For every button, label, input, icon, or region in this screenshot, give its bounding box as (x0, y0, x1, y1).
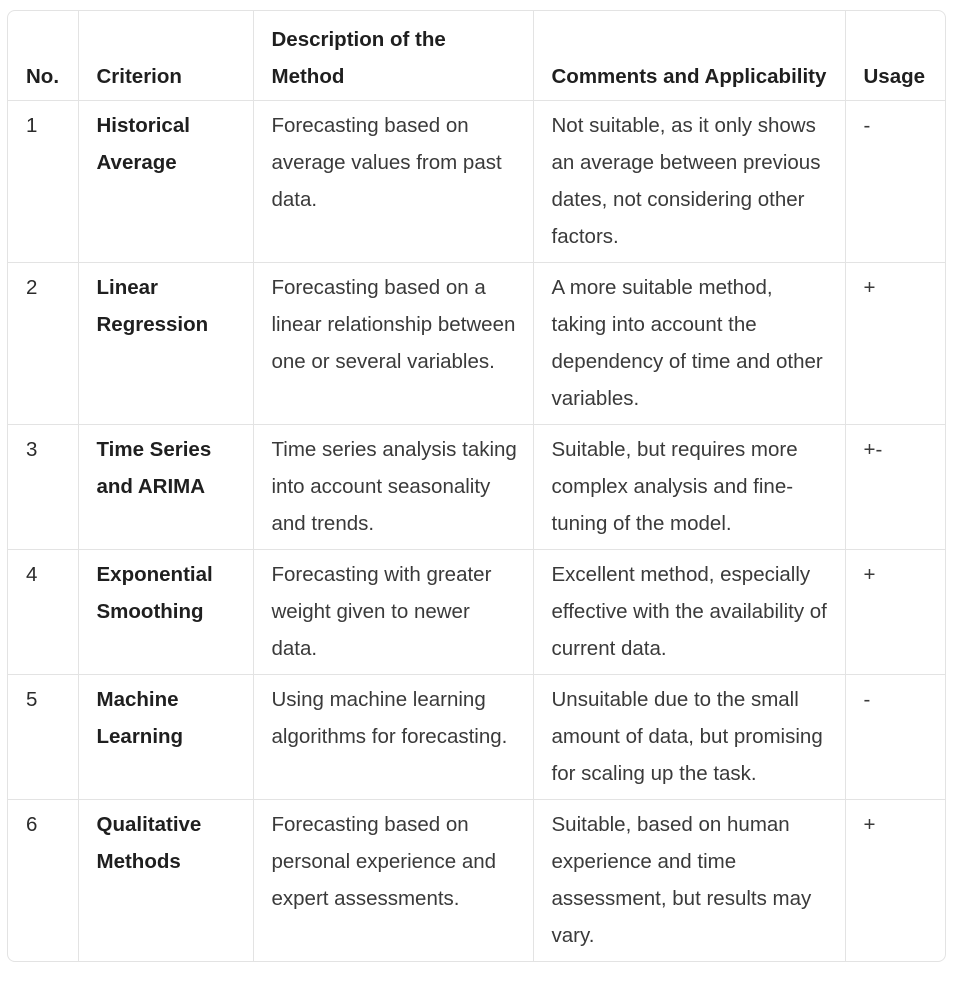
cell-description: Time series analysis taking into account seasonality and trends. (253, 425, 533, 550)
table-row (8, 800, 945, 962)
header-usage: Usage (845, 11, 945, 101)
cell-criterion: Machine Learning (78, 675, 253, 800)
table-row (8, 425, 945, 550)
cell-comments: Excellent method, especially effective with the availability of current data. (533, 550, 845, 675)
cell-criterion: Qualitative Methods (78, 800, 253, 962)
cell-comments: Suitable, but requires more complex analysis and fine-tuning of the model. (533, 425, 845, 550)
cell-usage: + (845, 550, 945, 675)
cell-usage: - (845, 675, 945, 800)
header-comments: Comments and Applicability (533, 11, 845, 101)
comparison-table-container (7, 10, 946, 962)
header-criterion: Criterion (78, 11, 253, 101)
cell-comments: Suitable, based on human experience and time assessment, but results may vary. (533, 800, 845, 962)
table-header-row (8, 11, 945, 101)
cell-criterion: Time Series and ARIMA (78, 425, 253, 550)
cell-usage: + (863, 813, 876, 836)
cell-description: Forecasting with greater weight given to newer data. (253, 550, 533, 675)
cell-criterion: Exponential Smoothing (78, 550, 253, 675)
cell-comments: Not suitable, as it only shows an average between previous dates, not considering other factors. (533, 101, 845, 263)
cell-no: 3 (8, 425, 78, 550)
cell-no: 1 (8, 101, 78, 263)
forecasting-methods-table (8, 11, 945, 961)
table-row (8, 675, 945, 800)
cell-criterion: Historical Average (78, 101, 253, 263)
cell-description: Forecasting based on personal experience and expert assessments. (253, 800, 533, 962)
header-no: No. (8, 11, 78, 101)
cell-description: Forecasting based on average values from past data. (253, 101, 533, 263)
table-row (8, 263, 945, 425)
cell-usage: +- (845, 425, 945, 550)
table-row (8, 550, 945, 675)
table-row (8, 101, 945, 263)
cell-usage: + (845, 263, 945, 425)
cell-comments: A more suitable method, taking into account the dependency of time and other variables. (533, 263, 845, 425)
cell-no: 4 (8, 550, 78, 675)
cell-no: 2 (8, 263, 78, 425)
cell-no: 5 (8, 675, 78, 800)
header-description: Description of the Method (253, 11, 533, 101)
cell-no: 6 (8, 800, 78, 962)
cell-description: Using machine learning algorithms for forecasting. (253, 675, 533, 800)
cell-usage: - (845, 101, 945, 263)
cell-comments: Unsuitable due to the small amount of data, but promising for scaling up the task. (533, 675, 845, 800)
cell-description: Forecasting based on a linear relationship between one or several variables. (253, 263, 533, 425)
cell-criterion: Linear Regression (78, 263, 253, 425)
